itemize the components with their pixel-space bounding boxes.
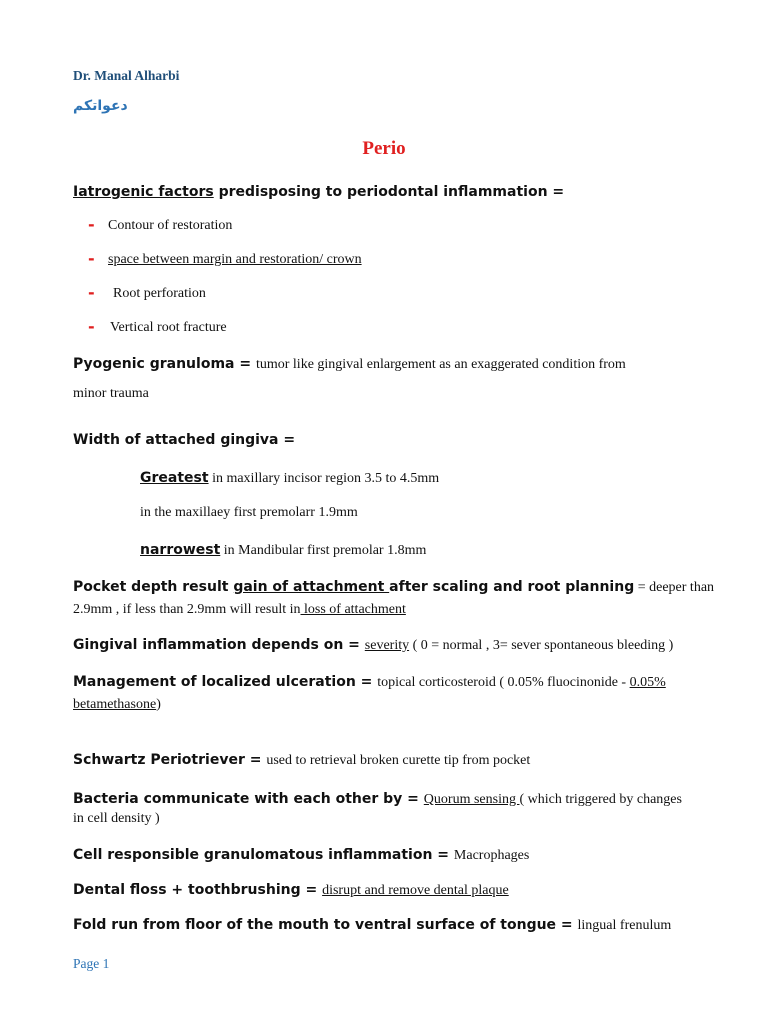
list-item: Vertical root fracture <box>110 320 227 335</box>
pocket-line-2 <box>73 600 406 618</box>
floss-term: Dental floss + toothbrushing = <box>73 882 323 898</box>
fold-def: lingual frenulum <box>577 918 672 933</box>
arabic-note: دعواتكم <box>73 98 128 114</box>
schwartz-def: used to retrieval broken curette tip from pocket <box>266 753 531 768</box>
narrowest-line <box>140 541 426 559</box>
bacteria-quorum: Quorum sensing <box>423 792 520 807</box>
gingival-term: Gingival inflammation depends on = <box>73 637 365 653</box>
gingival-scale: ( 0 = normal , 3= sever spontaneous bleeding ) <box>409 638 674 653</box>
gingival-line <box>73 636 673 654</box>
fold-term: Fold run from floor of the mouth to ventral surface of tongue = <box>73 917 578 933</box>
bullet-dash: - <box>88 249 95 268</box>
bullet-dash: - <box>88 215 95 234</box>
pocket-term: Pocket depth result <box>73 579 234 595</box>
bacteria-term: Bacteria communicate with each other by = <box>73 791 424 807</box>
pocket-gain: gain of attachment <box>233 579 390 595</box>
greatest-line <box>140 469 439 487</box>
floss-def: disrupt and remove dental plaque <box>322 883 509 898</box>
gingival-severity: severity <box>364 638 410 653</box>
list-item: Contour of restoration <box>108 218 233 233</box>
list-item: Root perforation <box>113 286 206 301</box>
greatest-label: Greatest <box>140 470 209 486</box>
ulceration-percent: 0.05% <box>629 675 666 690</box>
pocket-term-rest: after scaling and root planning <box>389 579 635 595</box>
pocket-result: = deeper than <box>634 580 715 595</box>
ulceration-line-2 <box>73 695 161 713</box>
ulceration-line <box>73 673 666 691</box>
greatest-text: in maxillary incisor region 3.5 to 4.5mm <box>208 471 440 486</box>
attached-heading: Width of attached gingiva = <box>73 432 296 448</box>
list-item: space between margin and restoration/ crown <box>108 252 362 267</box>
bullet-dash: - <box>88 317 95 336</box>
cell-def: Macrophages <box>453 848 530 863</box>
ulceration-term: Management of localized ulceration = <box>73 674 378 690</box>
floss-line <box>73 881 509 899</box>
ulceration-def: topical corticosteroid ( 0.05% fluocinonide - <box>377 675 630 690</box>
author-name: Dr. Manal Alharbi <box>73 68 180 83</box>
pocket-result-cont: 2.9mm , if less than 2.9mm will result in <box>73 602 301 617</box>
cell-line <box>73 846 529 864</box>
bacteria-def: ( which triggered by changes <box>519 792 682 807</box>
ulceration-close: ) <box>156 697 161 712</box>
fold-line <box>73 916 671 934</box>
bacteria-def-cont: in cell density ) <box>73 811 160 826</box>
bacteria-line <box>73 790 682 808</box>
pyogenic-line <box>73 355 626 373</box>
pocket-line <box>73 578 714 596</box>
pocket-loss: loss of attachment <box>300 602 406 617</box>
ulceration-drug: betamethasone <box>73 697 157 712</box>
narrowest-text: in Mandibular first premolar 1.8mm <box>220 543 427 558</box>
premolar-line: in the maxillaey first premolarr 1.9mm <box>140 505 358 520</box>
bullet-dash: - <box>88 283 95 302</box>
page-title: Perio <box>362 138 406 159</box>
iatrogenic-heading <box>73 184 564 200</box>
page-number: Page 1 <box>73 956 110 971</box>
narrowest-label: narrowest <box>140 542 221 558</box>
pyogenic-definition-cont: minor trauma <box>73 386 149 401</box>
pyogenic-term: Pyogenic granuloma = <box>73 356 256 372</box>
iatrogenic-term: Iatrogenic factors <box>73 184 214 200</box>
iatrogenic-heading-rest: predisposing to periodontal inflammation = <box>213 184 565 200</box>
cell-term: Cell responsible granulomatous inflammation = <box>73 847 454 863</box>
schwartz-line <box>73 751 530 769</box>
schwartz-term: Schwartz Periotriever = <box>73 752 267 768</box>
pyogenic-definition: tumor like gingival enlargement as an exaggerated condition from <box>255 357 626 372</box>
